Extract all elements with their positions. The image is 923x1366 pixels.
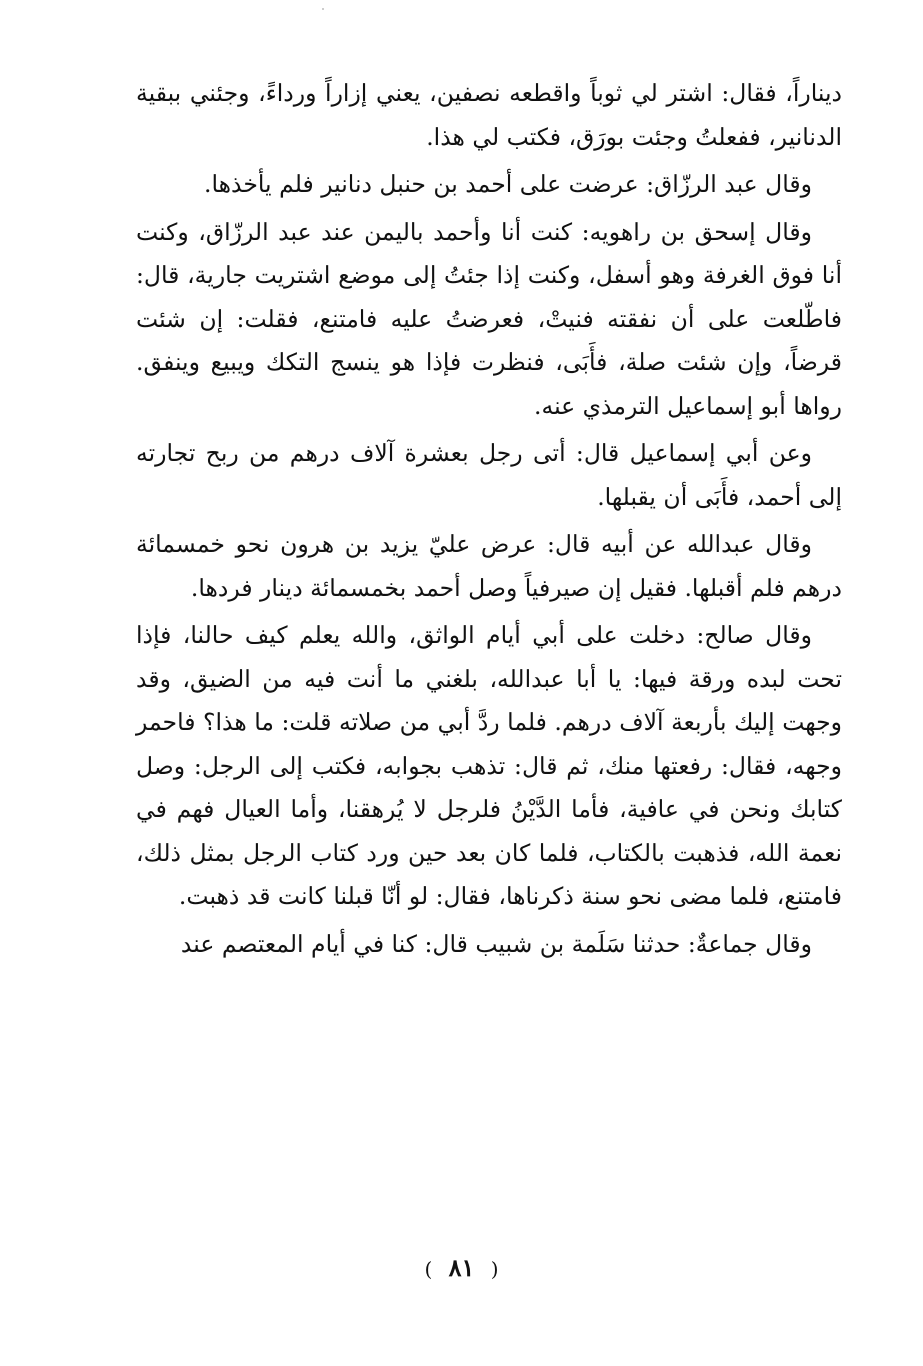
paragraph-2: وقال عبد الرزّاق: عرضت على أحمد بن حنبل دنانير فلم يأخذها. (204, 170, 812, 198)
paragraph-4: وعن أبي إسماعيل قال: أتى رجل بعشرة آلاف درهم من ربح تجارته إلى أحمد، فأَبَى أن يقبلها. (136, 439, 842, 511)
page-number-close-paren: ) (424, 1257, 433, 1281)
paragraph-1: ديناراً، فقال: اشتر لي ثوباً واقطعه نصفين، يعني إزاراً ورداءً، وجئني ببقية الدنانير، ففعلتُ وجئت بورَق، فكتب لي هذا. (136, 79, 842, 151)
scan-speck (322, 8, 324, 10)
page-number-open-paren: ( (490, 1257, 499, 1281)
paragraph-6: وقال صالح: دخلت على أبي أيام الواثق، والله يعلم كيف حالنا، فإذا تحت لبده ورقة فيها: يا أبا عبدالله، بلغني ما أنت فيه من الضيق، وقد وجهت إليك بأربعة آلاف درهم. فلما ردَّ أبي من صلاته قلت: ما هذا؟ فاحمر وجهه، فقال: رفعتها منك، ثم قال: تذهب بجوابه، فكتب إلى الرجل: وصل كتابك ونحن في عافية، فأما الدَّيْنُ فلرجل لا يُرهقنا، وأما العيال فهم في نعمة الله، فذهبت بالكتاب، فلما كان بعد حين ورد كتاب الرجل بمثل ذلك، فامتنع، فلما مضى نحو سنة ذكرناها، فقال: لو أنّا قبلنا كانت قد ذهبت. (136, 621, 842, 910)
paragraph-7: وقال جماعةٌ: حدثنا سَلَمة بن شبيب قال: كنا في أيام المعتصم عند (180, 929, 812, 958)
paragraph-3: وقال إسحق بن راهويه: كنت أنا وأحمد باليمن عند عبد الرزّاق، وكنت أنا فوق الغرفة وهو أسفل، وكنت إذا جئتُ إلى موضع اشتريت جارية، قال: فاطّلعت على أن نفقته فنيتْ، فعرضتُ عليه فامتنع، فقلت: إن شئت قرضاً، وإن شئت صلة، فأَبَى، فنظرت فإذا هو ينسج التكك ويبيع وينفق. رواها أبو إسماعيل الترمذي عنه. (136, 217, 842, 420)
main-text-block (136, 72, 842, 966)
paragraph-5: وقال عبدالله عن أبيه قال: عرض عليّ يزيد بن هرون نحو خمسمائة درهم فلم أقبلها. فقيل إن صيرفياً وصل أحمد بخمسمائة دينار فردها. (136, 530, 842, 602)
page-number-value: ٨١ (448, 1253, 475, 1282)
page-number (0, 1253, 923, 1282)
